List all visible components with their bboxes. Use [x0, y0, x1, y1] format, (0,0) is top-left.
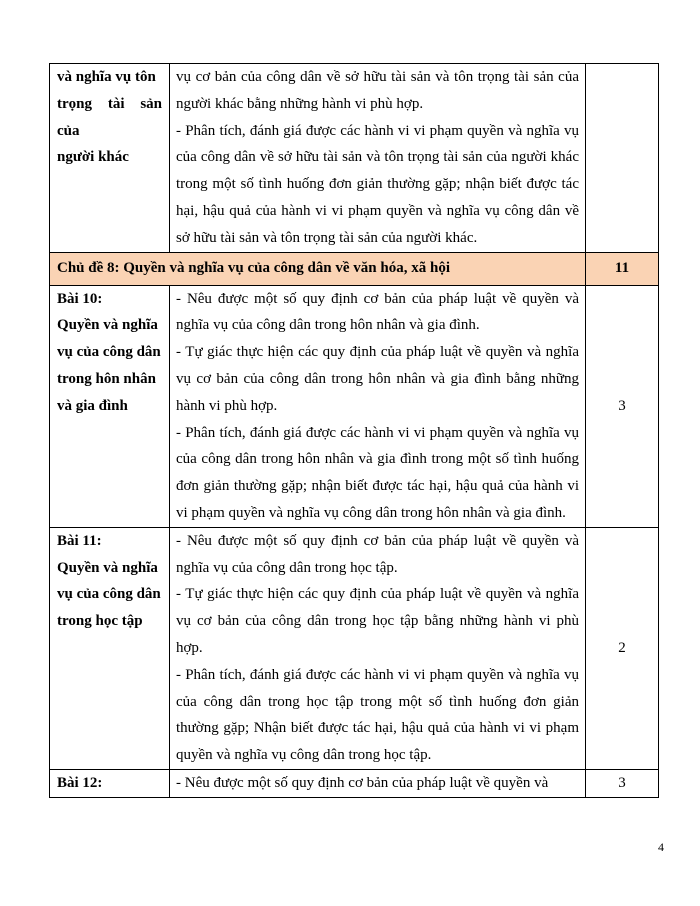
content-paragraph: - Phân tích, đánh giá được các hành vi vi phạm quyền và nghĩa vụ của công dân trong hôn nhân và gia đình trong một số tình huống đơn giản thường gặp; nhận biết được tác hại, hậu quả của hành vi vi phạm quyền và nghĩa vụ công dân trong hôn nhân và gia đình. [176, 424, 579, 521]
content-cell [170, 527, 586, 769]
table-row [50, 64, 659, 253]
content-paragraph: - Nêu được một số quy định cơ bản của pháp luật về quyền và [176, 774, 549, 791]
lesson-line: vụ của công dân [57, 586, 161, 603]
content-paragraph: - Phân tích, đánh giá được các hành vi vi phạm quyền và nghĩa vụ của công dân về sở hữu tài sản và tôn trọng tài sản của người khác trong một số tình huống đơn giản thường gặp; nhận biết được tác hại, hậu quả của hành vi vi phạm quyền và nghĩa vụ công dân về sở hữu tài sản và tôn trọng tài sản của người khác. [176, 122, 579, 246]
topic-title: Chủ đề 8: Quyền và nghĩa vụ của công dân về văn hóa, xã hội [50, 252, 586, 285]
hours-cell [586, 64, 659, 253]
table-row [50, 285, 659, 527]
page-number: 4 [658, 840, 664, 854]
lesson-line: Bài 10: [57, 290, 103, 307]
table-row [50, 527, 659, 769]
lesson-line: Bài 11: [57, 532, 102, 549]
content-paragraph: - Nêu được một số quy định cơ bản của pháp luật về quyền và nghĩa vụ của công dân trong hôn nhân và gia đình. [176, 290, 579, 334]
lesson-line: và gia đình [57, 397, 128, 414]
hours-cell: 3 [586, 285, 659, 527]
lesson-line: trong hôn nhân [57, 370, 156, 387]
content-cell [170, 285, 586, 527]
content-paragraph: - Nêu được một số quy định cơ bản của pháp luật về quyền và nghĩa vụ của công dân trong học tập. [176, 532, 579, 576]
table-row [50, 769, 659, 797]
topic-row [50, 252, 659, 285]
lesson-line: Bài 12: [57, 774, 103, 791]
content-paragraph: - Tự giác thực hiện các quy định của pháp luật về quyền và nghĩa vụ cơ bản của công dân trong hôn nhân và gia đình bằng những hành vi phù hợp. [176, 344, 579, 414]
content-paragraph: - Tự giác thực hiện các quy định của pháp luật về quyền và nghĩa vụ cơ bản của công dân trong học tập bằng những hành vi phù hợp. [176, 586, 579, 656]
content-paragraph: - Phân tích, đánh giá được các hành vi vi phạm quyền và nghĩa vụ của công dân trong học tập trong một số tình huống đơn giản thường gặp; Nhận biết được tác hại, hậu quả của hành vi vi phạm quyền và nghĩa vụ công dân trong học tập. [176, 666, 579, 764]
lesson-cell [50, 769, 170, 797]
content-cell [170, 64, 586, 253]
lesson-line: người khác [57, 149, 129, 166]
content-paragraph: vụ cơ bản của công dân về sở hữu tài sản và tôn trọng tài sản của người khác bằng những hành vi phù hợp. [176, 69, 579, 112]
lesson-cell [50, 527, 170, 769]
lesson-cell [50, 285, 170, 527]
lesson-line: Quyền và nghĩa [57, 559, 158, 576]
content-cell [170, 769, 586, 797]
lesson-cell [50, 64, 170, 253]
lesson-line: trọng tài sản của [57, 95, 162, 139]
lesson-line: và nghĩa vụ tôn [57, 69, 156, 85]
topic-hours: 11 [586, 252, 659, 285]
hours-cell: 2 [586, 527, 659, 769]
curriculum-table [49, 63, 659, 798]
lesson-line: Quyền và nghĩa [57, 317, 158, 334]
hours-cell: 3 [586, 769, 659, 797]
lesson-line: trong học tập [57, 613, 143, 630]
lesson-line: vụ của công dân [57, 344, 161, 361]
